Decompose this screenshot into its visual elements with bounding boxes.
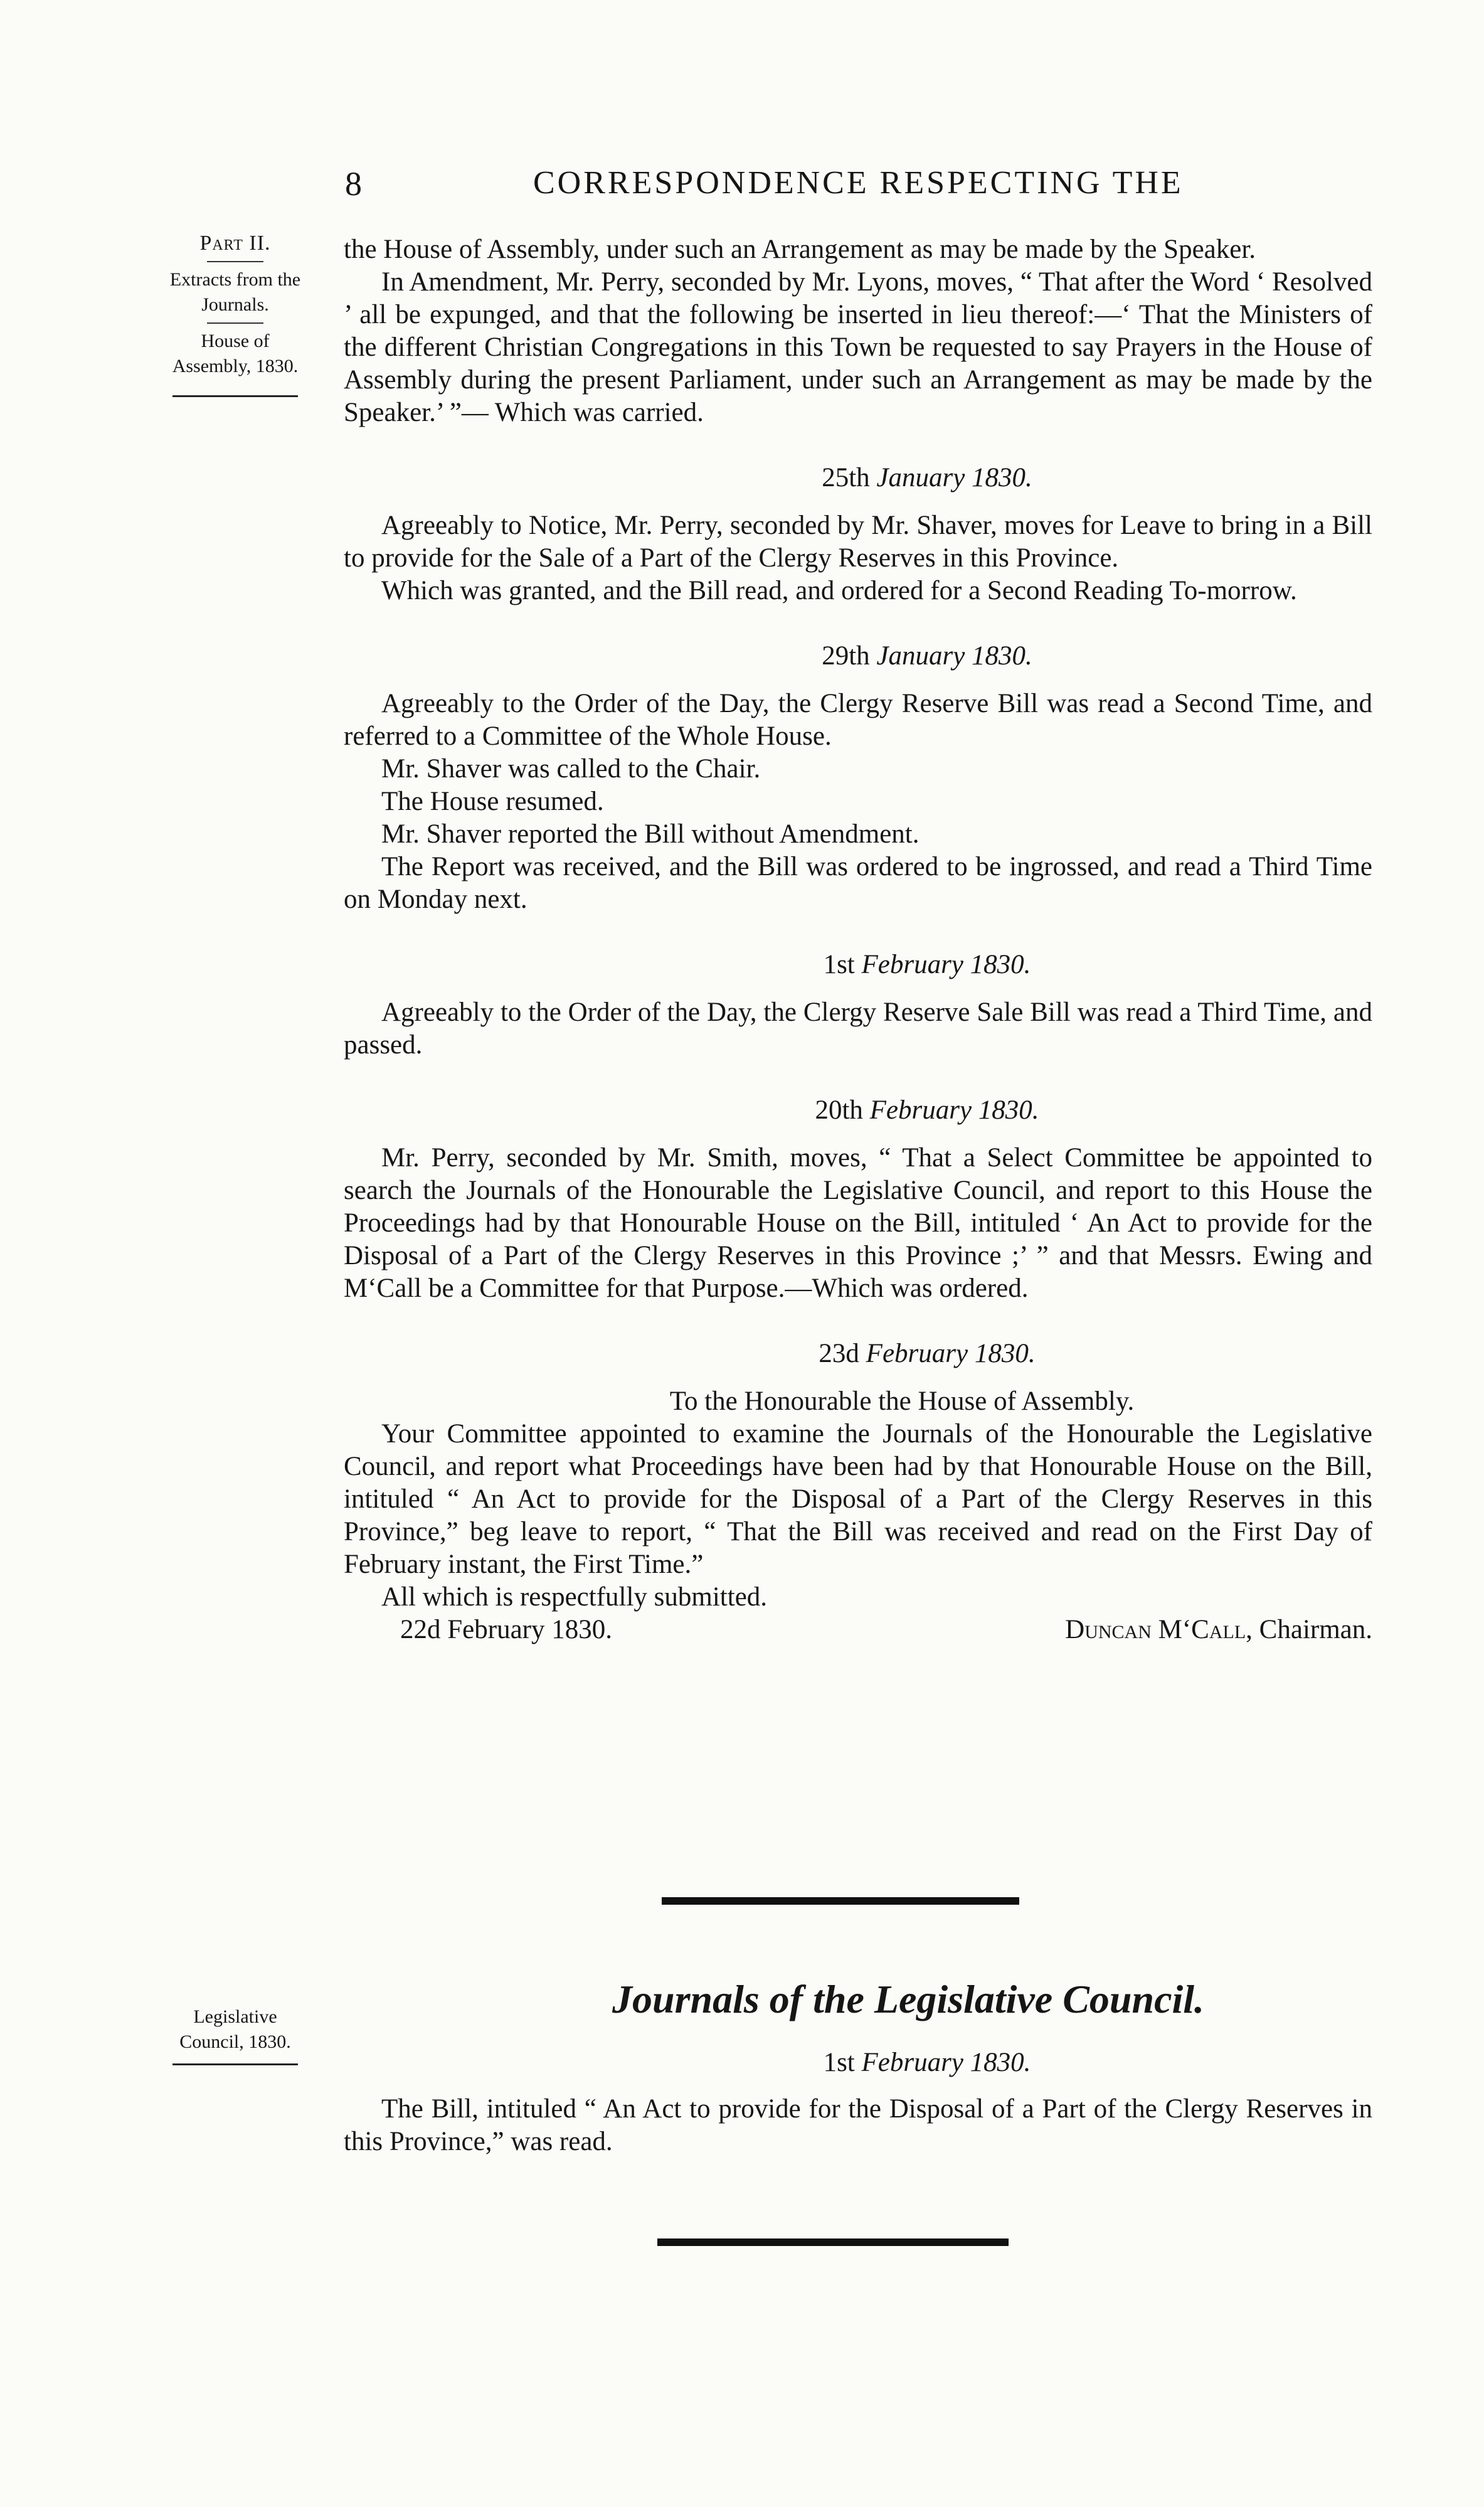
- margin-rule: [172, 395, 298, 397]
- council-body: [344, 2047, 1372, 2158]
- page-number: 8: [345, 165, 362, 203]
- margin-part: Part II.: [199, 232, 271, 255]
- council-title: Journals of the Legislative Council.: [612, 1977, 1205, 2021]
- margin-notes-assembly: [160, 231, 310, 397]
- entry-paragraph: Mr. Shaver was called to the Chair.: [381, 754, 761, 784]
- entry-paragraph: Agreeably to the Order of the Day, the Clergy Reserve Sale Bill was read a Third Time, and passed.: [344, 998, 1372, 1060]
- entry-paragraph: Agreeably to Notice, Mr. Perry, seconded by Mr. Shaver, moves for Leave to bring in a Bill to provide for the Sale of a Part of the Clergy Reserves in this Province.: [344, 511, 1372, 573]
- signature-date: 22d February 1830.: [400, 1615, 612, 1644]
- section-rule: [657, 2238, 1009, 2246]
- margin-notes-council: [160, 2004, 310, 2065]
- entry-date: 29th January 1830.: [822, 641, 1032, 671]
- intro-paragraph: the House of Assembly, under such an Arrangement as may be made by the Speaker.: [344, 235, 1256, 264]
- report-address: To the Honourable the House of Assembly.: [669, 1387, 1135, 1416]
- margin-rule: [172, 2063, 298, 2065]
- report-body: Your Committee appointed to examine the Journals of the Honourable the Legislative Council, and report what Proceedings have been had by that Honourable House on the Bill, intituled “ An Act to provide for the Disposal of a Part of the Clergy Reserves in this Province,” beg leave to report, “ That the Bill was received and read on the First Day of February instant, the First Time.”: [344, 1419, 1372, 1579]
- section-rule: [662, 1897, 1019, 1905]
- council-date: 1st February 1830.: [823, 2048, 1031, 2077]
- amendment-paragraph: In Amendment, Mr. Perry, seconded by Mr. Lyons, moves, “ That after the Word ‘ Resolved ’ all be expunged, and that the following be inserted in lieu thereof:—‘ That the Ministers of the different Christian Congregations in this Town be requested to say Prayers in the House of Assembly during the present Parliament, under such an Arrangement as may be made by the Speaker.’ ”— Which was carried.: [344, 267, 1372, 427]
- entry-paragraph: Mr. Shaver reported the Bill without Amendment.: [381, 819, 920, 849]
- report-closing: All which is respectfully submitted.: [381, 1582, 768, 1612]
- running-title: CORRESPONDENCE RESPECTING THE: [533, 165, 1184, 201]
- page-header: [339, 164, 1380, 215]
- signature-name: Duncan M‘Call, Chairman.: [1065, 1615, 1372, 1644]
- assembly-body: [344, 233, 1372, 1649]
- margin-divider: [207, 322, 263, 324]
- margin-extracts: Extracts from the Journals.: [169, 269, 301, 315]
- entry-date: 20th February 1830.: [815, 1095, 1039, 1125]
- report-signature: [344, 1614, 1372, 1649]
- entry-paragraph: The Report was received, and the Bill was ordered to be ingrossed, and read a Third Time on Monday next.: [344, 852, 1372, 914]
- entry-paragraph: Which was granted, and the Bill read, and ordered for a Second Reading To-morrow.: [381, 576, 1297, 605]
- margin-divider: [207, 261, 263, 262]
- council-paragraph: The Bill, intituled “ An Act to provide for the Disposal of a Part of the Clergy Reserves in this Province,” was read.: [344, 2094, 1372, 2156]
- margin-house: House of Assembly, 1830.: [172, 331, 299, 376]
- entry-paragraph: The House resumed.: [381, 787, 604, 816]
- report-date: 23d February 1830.: [819, 1339, 1036, 1368]
- margin-council: Legislative Council, 1830.: [179, 2006, 291, 2052]
- entry-paragraph: Agreeably to the Order of the Day, the Clergy Reserve Bill was read a Second Time, and referred to a Committee of the Whole House.: [344, 689, 1372, 751]
- entry-date: 1st February 1830.: [823, 950, 1031, 979]
- entry-paragraph: Mr. Perry, seconded by Mr. Smith, moves, “ That a Select Committee be appointed to search the Journals of the Honourable the Legislative Council, and report to this House the Proceedings had by that Honourable House on the Bill, intituled ‘ An Act to provide for the Disposal of a Part of the Clergy Reserves in this Province ;’ ” and that Messrs. Ewing and M‘Call be a Committee for that Purpose.—Which was ordered.: [344, 1143, 1372, 1303]
- entry-date: 25th January 1830.: [822, 463, 1032, 492]
